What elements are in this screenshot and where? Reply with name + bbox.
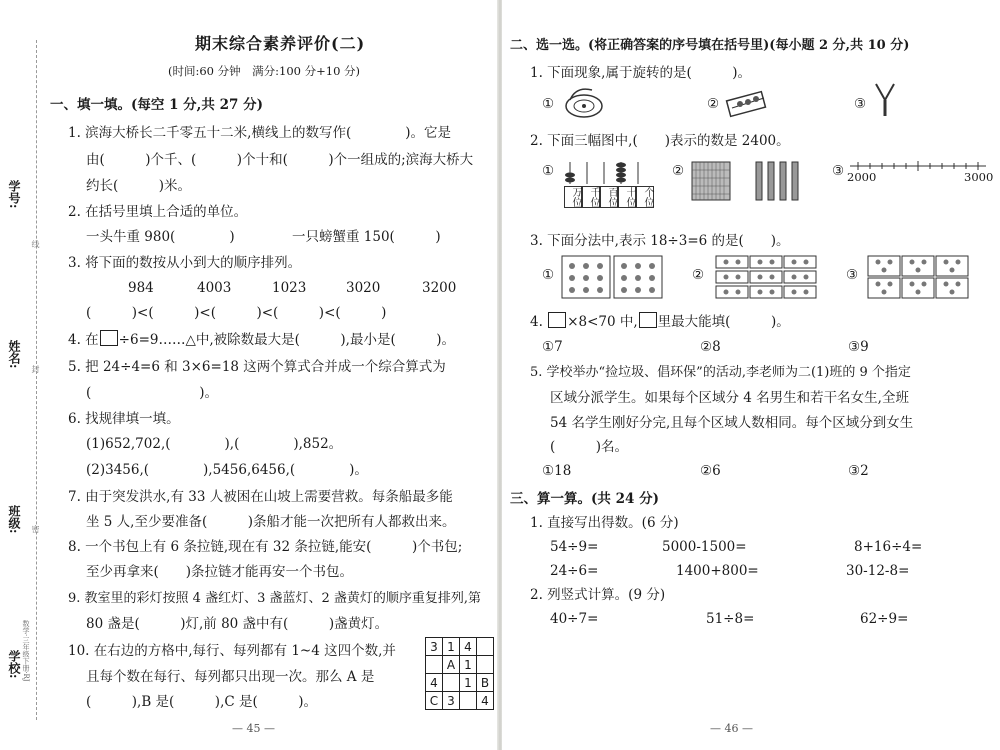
- r-q4-a3: ③9: [848, 339, 869, 355]
- q3-num-1: 984: [128, 280, 154, 296]
- calc-2-r1-b: 51÷8=: [706, 611, 755, 627]
- scissors-icon: [872, 82, 898, 118]
- q1-line2: 由( )个千、( )个十和( )个一组成的;滨海大桥大: [86, 152, 474, 168]
- q10-line3: ( ),B 是( ),C 是( )。: [86, 694, 318, 710]
- q4-pre: 4. 在: [68, 332, 99, 348]
- q10-line2: 且每个数在每行、每列都只出现一次。那么 A 是: [86, 669, 375, 685]
- grouping-figure-1: [560, 254, 664, 300]
- q4-blank-box[interactable]: [100, 330, 118, 346]
- q5-line1: 5. 把 24÷4=6 和 3×6=18 这两个算式合并成一个综合算式为: [68, 359, 446, 375]
- q6-line3: (2)3456,( ),5456,6456,( )。: [86, 462, 368, 478]
- number-line-start: 2000: [847, 170, 877, 184]
- number-label: 学号:: [7, 180, 21, 209]
- grid-cell: 1: [460, 656, 477, 674]
- student-info-sidebar: [0, 0, 40, 750]
- q6-line1: 6. 找规律填一填。: [68, 411, 180, 427]
- q6-line2: (1)652,702,( ),( ),852。: [86, 436, 343, 452]
- r-q5-line4: ( )名。: [550, 439, 629, 455]
- r-q5-line1: 5. 学校举办“捡垃圾、倡环保”的活动,李老师为二(1)班的 9 个指定: [530, 365, 911, 380]
- r-q5-line3: 54 名学生刚好分完,且每个区域人数相同。每个区域分到女生: [550, 415, 914, 431]
- r-q4-line: [530, 312, 790, 331]
- q4-line: [68, 330, 455, 349]
- page-number-left: — 45 —: [232, 722, 275, 735]
- q2-line1: 2. 在括号里填上合适的单位。: [68, 204, 248, 220]
- place-label: 十位: [618, 186, 636, 208]
- grid-cell: 4: [426, 674, 443, 692]
- r-q4-a2: ②8: [700, 339, 721, 355]
- grid-cell: 3: [443, 692, 460, 710]
- grid-cell: 4: [477, 692, 494, 710]
- r-q5-a2: ②6: [700, 463, 721, 479]
- r-q5-line2: 区域分派学生。如果每个区域分 4 名男生和若干名女生,全班: [550, 390, 909, 406]
- r-q1-opt3: ③: [854, 96, 867, 112]
- grid-cell: [460, 692, 477, 710]
- number-line-end: 3000: [964, 170, 994, 184]
- left-page: [0, 0, 498, 750]
- grouping-figure-2: [714, 254, 818, 300]
- grid-cell: 4: [460, 638, 477, 656]
- seal-char-line: 线: [31, 240, 40, 248]
- spinning-dial-icon: [562, 84, 606, 120]
- page-title: 期末综合素养评价(二): [195, 34, 366, 53]
- r-q1-opt1: ①: [542, 96, 555, 112]
- r-q3-opt3: ③: [846, 267, 859, 283]
- grid-cell: A: [443, 656, 460, 674]
- r-q3-opt2: ②: [692, 267, 705, 283]
- r-q2-opt3: ③: [832, 163, 845, 179]
- q7-line1: 7. 由于突发洪水,有 33 人被困在山坡上需要营救。每条船最多能: [68, 489, 453, 505]
- q1-line1: 1. 滨海大桥长二千零五十二米,横线上的数写作( )。它是: [68, 125, 451, 141]
- name-label: 姓名:: [7, 340, 21, 369]
- grid-cell: 1: [460, 674, 477, 692]
- r-q2-opt1: ①: [542, 163, 555, 179]
- q4-post: ÷6=9……△中,被除数最大是( ),最小是( )。: [118, 332, 456, 348]
- q3-num-5: 3200: [422, 280, 457, 296]
- r-q4-text: ×8<70 中,: [567, 314, 638, 330]
- q8-line1: 8. 一个书包上有 6 条拉链,现在有 32 条拉链,能安( )个书包;: [68, 539, 463, 555]
- q5-line2: ( )。: [86, 385, 219, 401]
- q7-line2: 坐 5 人,至少要准备( )条船才能一次把所有人都救出来。: [86, 514, 456, 530]
- grid-cell: [443, 674, 460, 692]
- q9-line1: 9. 教室里的彩灯按照 4 盏红灯、3 盏蓝灯、2 盏黄灯的顺序重复排列,第: [68, 591, 482, 606]
- place-label: 千位: [582, 186, 600, 208]
- grouping-figure-3: [866, 254, 970, 300]
- q3-answer-line: ( )<( )<( )<( )<( ): [86, 305, 387, 321]
- calc-2-r1-c: 62÷9=: [860, 611, 909, 627]
- r-q3-line: 3. 下面分法中,表示 18÷3=6 的是( )。: [530, 233, 790, 249]
- calc-2-title: 2. 列竖式计算。(9 分): [530, 587, 666, 603]
- r-q1-line: 1. 下面现象,属于旋转的是( )。: [530, 65, 751, 81]
- grid-cell: 3: [426, 638, 443, 656]
- grid-cell: [477, 656, 494, 674]
- abacus-slide-icon: [724, 82, 770, 118]
- grid-cell: [426, 656, 443, 674]
- q8-line2: 至少再拿来( )条拉链才能再安一个书包。: [86, 564, 354, 580]
- book-code: 数学·三年级下册·RJ: [22, 620, 30, 682]
- class-label: 班级:: [7, 505, 21, 534]
- r-q4-num: 4.: [530, 314, 543, 330]
- calc-1-r2-b: 1400+800=: [676, 563, 759, 579]
- page-number-right: — 46 —: [710, 722, 753, 735]
- place-label: 个位: [636, 186, 654, 208]
- calc-1-r2-a: 24÷6=: [550, 563, 599, 579]
- r-q4-text2: 里最大能填( )。: [657, 314, 790, 330]
- calc-1-r2-c: 30-12-8=: [846, 563, 910, 579]
- r-q2-opt2: ②: [672, 163, 685, 179]
- sudoku-grid: [425, 637, 494, 710]
- r-q5-a1: ①18: [542, 463, 572, 479]
- calc-1-r1-a: 54÷9=: [550, 539, 599, 555]
- right-page: [502, 0, 1000, 750]
- r-q4-a1: ①7: [542, 339, 563, 355]
- seal-char-dense: 密: [31, 525, 40, 533]
- r-q2-line: 2. 下面三幅图中,( )表示的数是 2400。: [530, 133, 790, 149]
- q3-num-4: 3020: [346, 280, 381, 296]
- q3-line1: 3. 将下面的数按从小到大的顺序排列。: [68, 255, 302, 271]
- section-3-heading: 三、算一算。(共 24 分): [510, 491, 659, 507]
- calc-1-r1-c: 8+16÷4=: [854, 539, 923, 555]
- section-2-heading: 二、选一选。(将正确答案的序号填在括号里)(每小题 2 分,共 10 分): [510, 38, 910, 53]
- exam-meta: (时间:60 分钟 满分:100 分+10 分): [168, 64, 361, 78]
- seal-line: [36, 40, 37, 720]
- grid-cell: [477, 638, 494, 656]
- r-q4-box-2[interactable]: [639, 312, 657, 328]
- place-label: 万位: [564, 186, 582, 208]
- r-q4-box-1[interactable]: [548, 312, 566, 328]
- q3-num-3: 1023: [272, 280, 307, 296]
- place-label: 百位: [600, 186, 618, 208]
- grid-cell: B: [477, 674, 494, 692]
- school-label: 学校:: [7, 650, 21, 679]
- q2-crab: 一只螃蟹重 150( ): [292, 229, 441, 245]
- r-q5-a3: ③2: [848, 463, 869, 479]
- q1-line3: 约长( )米。: [86, 178, 192, 194]
- r-q1-opt2: ②: [707, 96, 720, 112]
- section-1-heading: 一、填一填。(每空 1 分,共 27 分): [50, 97, 263, 113]
- calc-2-r1-a: 40÷7=: [550, 611, 599, 627]
- grid-cell: 1: [443, 638, 460, 656]
- r-q3-opt1: ①: [542, 267, 555, 283]
- q10-line1: 10. 在右边的方格中,每行、每列都有 1~4 这四个数,并: [68, 643, 396, 659]
- grid-cell: C: [426, 692, 443, 710]
- abacus-place-labels: [564, 186, 654, 208]
- q2-cow: 一头牛重 980( ): [86, 229, 235, 245]
- calc-1-r1-b: 5000-1500=: [662, 539, 747, 555]
- q3-num-2: 4003: [197, 280, 232, 296]
- cube-blocks-icon: [690, 158, 820, 204]
- calc-1-title: 1. 直接写出得数。(6 分): [530, 515, 679, 531]
- seal-char-seal: 封: [31, 365, 40, 373]
- q9-line2: 80 盏是( )灯,前 80 盏中有( )盏黄灯。: [86, 616, 389, 632]
